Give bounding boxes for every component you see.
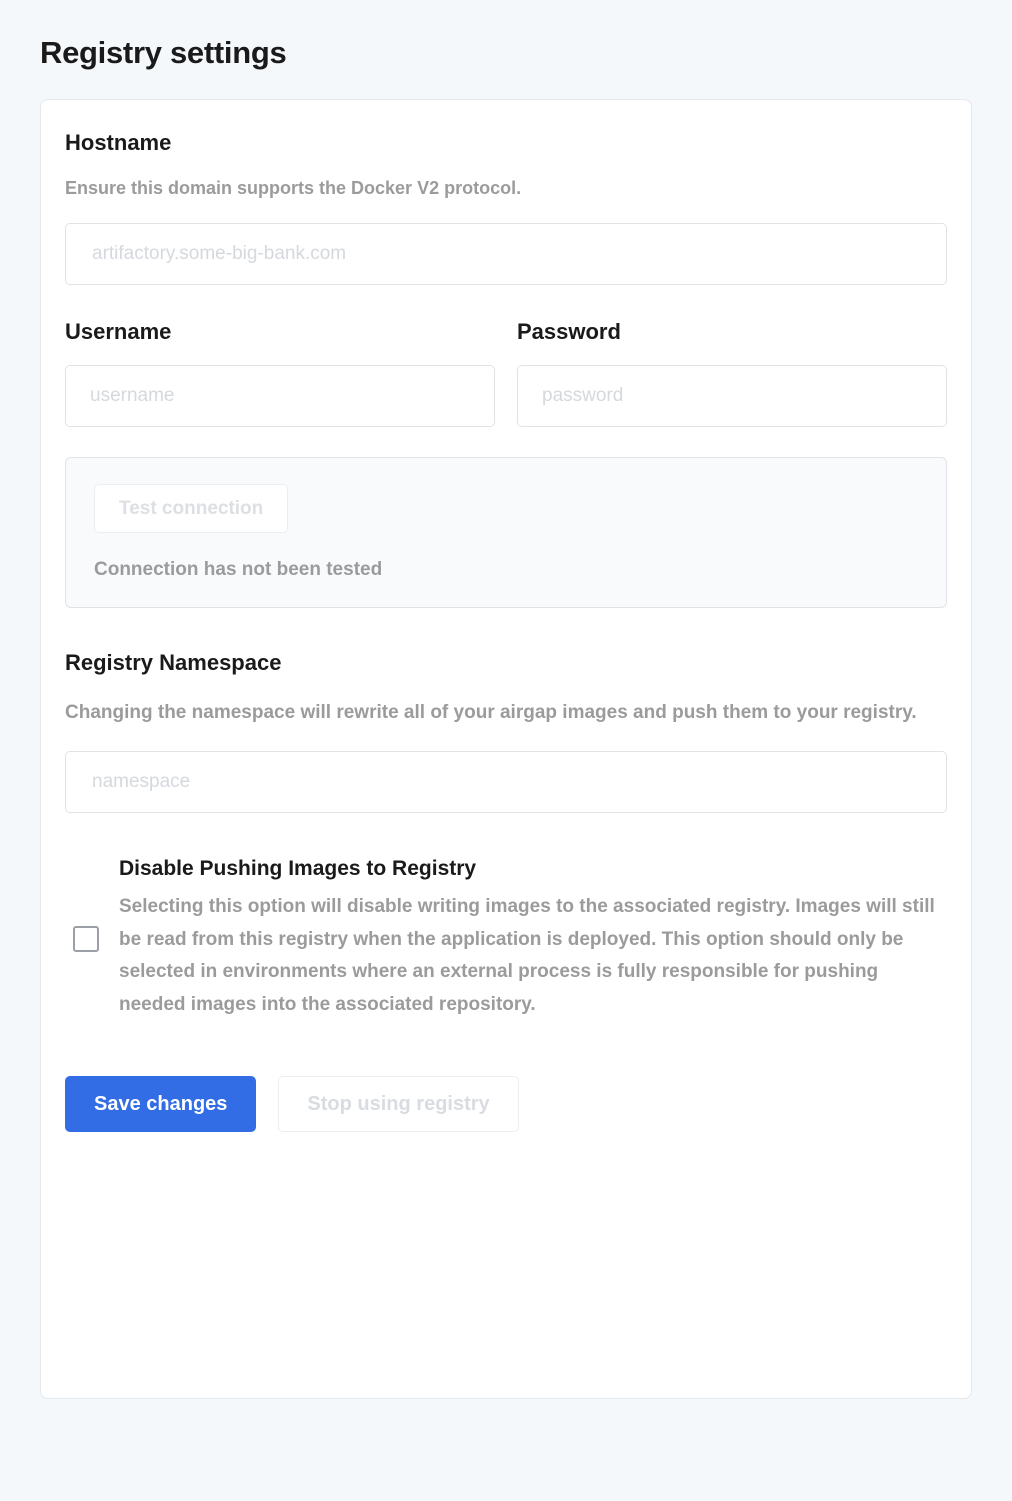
disable-push-row (65, 857, 947, 1022)
test-connection-panel (65, 457, 947, 608)
username-field-group (65, 319, 495, 427)
registry-namespace-label: Registry Namespace (65, 650, 282, 676)
registry-settings-card (40, 99, 972, 1399)
hostname-label: Hostname (65, 130, 172, 156)
form-actions (65, 1076, 947, 1132)
disable-push-checkbox-wrap (65, 926, 117, 952)
disable-push-title: Disable Pushing Images to Registry (119, 856, 477, 880)
password-input[interactable] (517, 365, 947, 427)
disable-push-body (117, 857, 947, 1022)
disable-push-checkbox[interactable] (73, 926, 99, 952)
username-label: Username (65, 318, 172, 344)
registry-namespace-input[interactable] (65, 751, 947, 813)
stop-using-registry-button[interactable]: Stop using registry (278, 1076, 518, 1132)
save-changes-button[interactable]: Save changes (65, 1076, 256, 1132)
registry-namespace-description: Changing the namespace will rewrite all of your airgap images and push them to your registry. (65, 702, 917, 724)
credentials-row (65, 319, 947, 427)
page-title: Registry settings (40, 35, 287, 70)
password-field-group (517, 319, 947, 427)
password-label: Password (517, 318, 621, 344)
test-connection-status: Connection has not been tested (94, 559, 383, 581)
hostname-input[interactable] (65, 223, 947, 285)
disable-push-description: Selecting this option will disable writing images to the associated registry. Images will still be read from this registry when the application is deployed. This option should only be selected in environments where an external process is fully responsible for pushing needed images into the associated repository. (119, 895, 935, 1015)
username-input[interactable] (65, 365, 495, 427)
test-connection-button[interactable]: Test connection (94, 484, 288, 533)
hostname-helper-text: Ensure this domain supports the Docker V2 protocol. (65, 177, 522, 198)
